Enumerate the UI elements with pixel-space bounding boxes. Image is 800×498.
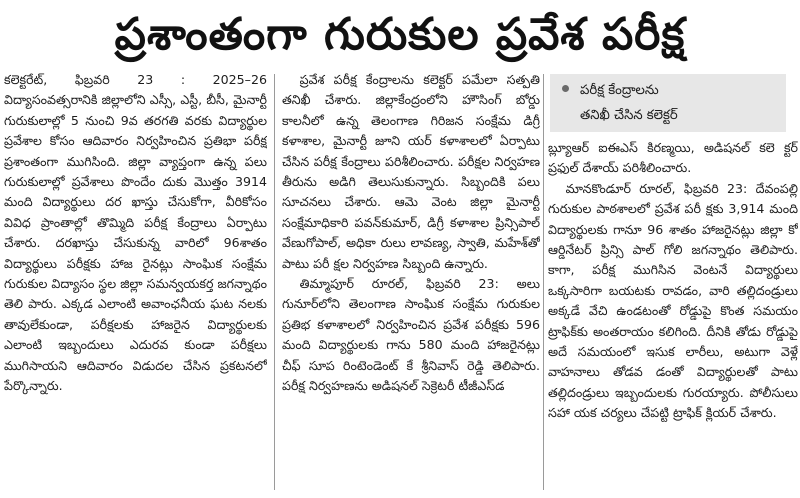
callout-line: పరీక్ష కేంద్రాలను bbox=[580, 83, 659, 98]
bullet-icon bbox=[562, 85, 569, 92]
article-column-3 bbox=[548, 138, 798, 494]
paragraph: ప్రవేశ పరీక్ష కేంద్రాలను కలెక్టర్ పమేలా సత్పతి తనిఖీ చేశారు. జిల్లాకేంద్రంలోని హౌసింగ్ బోర్డు కాలనీలో ఉన్న తెలంగాణ గిరిజన సంక్షేమ డిగ్రీ కళాశాల, మైనార్టీ జూని యర్ కళాశాలలో ఏర్పాటు చేసిన పరీక్ష కేంద్రాలు పరిశీలించారు. పరీక్షల నిర్వహణ తీరును అడిగి తెలుసుకున్నారు. సిబ్బందికి పలు సూచనలు చేశారు. ఆమె వెంట జిల్లా మైనార్టీ సంక్షేమాధికారి పవన్‌కుమార్, డిగ్రీ కళాశాల ప్రిన్సిపాల్ వేణుగోపాల్, అధికా రులు లావణ్య, స్వాతి, మహేశ్‌తో పాటు పరీ క్షల నిర్వహణ సిబ్బంది ఉన్నారు. bbox=[282, 72, 540, 271]
headline: ప్రశాంతంగా గురుకుల ప్రవేశ పరీక్ష bbox=[114, 9, 686, 60]
column-divider bbox=[274, 74, 275, 490]
article-column-1 bbox=[4, 70, 267, 494]
callout-line: తనిఖీ చేసిన కలెక్టర్ bbox=[580, 108, 678, 123]
article-column-2 bbox=[282, 70, 540, 494]
paragraph: మానకొండూర్ రూరల్, ఫిబ్రవరి 23: దేవంపల్లి గురుకుల పాఠశాలలో ప్రవేశ పరీ క్షకు 3,914 మంది విద్యార్థులకు గానూ 96 శాతం హాజరైనట్లు జిల్లా కో ఆర్డినేటర్ ప్రిన్సి పాల్ గోలి జగన్నాథం తెలిపారు. కాగా, పరీక్ష ముగిసిన వెంటనే విద్యార్థులు ఒక్కసారిగా బయటకు రావడం, వారి తల్లిదండ్రులు అక్కడే వేచి ఉండటంతో రోడ్డుపై కొంత సమయం ట్రాఫిక్‌కు అంతరాయం కలిగింది. దీనికి తోడు రోడ్డుపై అదే సమయంలో ఇసుక లారీలు, అటుగా వెళ్లే వాహనాలు తోడవ డంతో విద్యార్థులతో పాటు తల్లిదండ్రులు ఇబ్బందులకు గురయ్యారు. పోలీసులు సహా యక చర్యలు చేపట్టి ట్రాఫిక్ క్లియర్ చేశారు. bbox=[548, 180, 798, 421]
paragraph: తిమ్మాపూర్ రూరల్, ఫిబ్రవరి 23: అలు గునూర్‌లోని తెలంగాణ సాంఘిక సంక్షేమ గురుకుల ప్రతిభ కళాశాలలో నిర్వహించిన ప్రవేశ పరీక్షకు 596 మంది విద్యార్థులకు గాను 580 మంది హాజరైనట్లు చీఫ్ సూప రింటెండెంట్ కే శ్రీనివాస్ రెడ్డి తెలిపారు. పరీక్ష నిర్వహణను అడిషనల్ సెక్రెటరీ టీజీఎస్‌డ bbox=[282, 276, 540, 394]
column-divider bbox=[543, 74, 544, 490]
paragraph: కలెక్టరేట్, ఫిబ్రవరి 23 : 2025–26 విద్యాసంవత్సరానికి జిల్లాలోని ఎస్సీ, ఎస్టీ, బీసీ, మైనార్టీ గురుకులాల్లో 5 నుంచి 9వ తరగతి వరకు విద్యార్థుల ప్రవేశాల కోసం ఆదివారం నిర్వహించిన ప్రతిభా పరీక్ష ప్రశాంతంగా ముగిసింది. జిల్లా వ్యాప్తంగా ఉన్న పలు గురుకులాల్లో ప్రవేశాలు పొందేం దుకు మొత్తం 3914 మంది విద్యార్థులు దర ఖాస్తు చేసుకోగా, వీరికోసం వివిధ ప్రాంతాల్లో తొమ్మిది పరీక్ష కేంద్రాలు ఏర్పాటు చేశారు. దరఖాస్తు చేసుకున్న వారిలో 96శాతం విద్యార్థులు పరీక్షకు హాజ రైనట్లు సాంఘిక సంక్షేమ గురుకుల విద్యాసం స్థల జిల్లా సమన్వయకర్త జగన్నాథం తెలి పారు. ఎక్కడ ఎలాంటి అవాంఛనీయ ఘట నలకు తావులేకుండా, పరీక్షలకు హాజరైన విద్యార్థులకు ఎలాంటి ఇబ్బందులు ఎదురవ కుండా పరీక్షలు ముగిసాయని ఆదివారం విడుదల చేసిన ప్రకటనలో పేర్కొన్నారు. bbox=[4, 72, 267, 394]
paragraph: బ్ల్యూఆర్ ఐఈఎస్ కిరణ్మయి, అడిషనల్ కలె క్టర్ ప్రఫుల్ దేశాయ్ పరిశీలించారు. bbox=[548, 140, 798, 176]
callout-box bbox=[550, 74, 786, 132]
